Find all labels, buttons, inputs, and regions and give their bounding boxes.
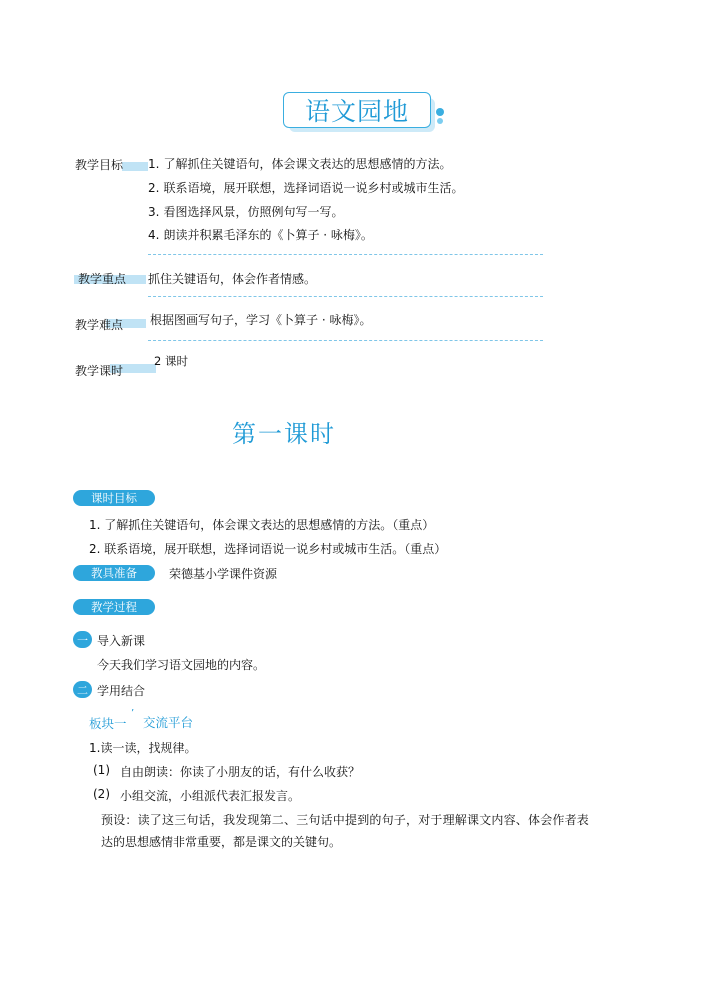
preset-text-line: 预设：读了这三句话，我发现第二、三句话中提到的句子，对于理解课文内容、体会作者表 bbox=[101, 813, 590, 827]
sub-item-text: 小组交流，小组派代表汇报发言。 bbox=[120, 789, 301, 803]
sub-item-number: (2) bbox=[93, 787, 110, 801]
block-separator-icon: ’ bbox=[131, 708, 135, 719]
goal-text: 看图选择风景，仿照例句写一写。 bbox=[163, 205, 344, 219]
goal-item bbox=[148, 226, 373, 243]
decor-dot-icon bbox=[436, 108, 444, 116]
preset-text-line: 达的思想感情非常重要，都是课文的关键句。 bbox=[101, 835, 342, 849]
section-title: 第一课时 bbox=[232, 420, 336, 448]
step-number-badge: 一 bbox=[73, 631, 92, 648]
exercise-item: 1.读一读，找规律。 bbox=[89, 741, 197, 755]
label-highlight bbox=[122, 162, 148, 171]
divider bbox=[148, 296, 543, 297]
process-pill: 教学过程 bbox=[73, 599, 155, 615]
key-text: 抓住关键语句，体会作者情感。 bbox=[148, 272, 317, 286]
goal-item bbox=[148, 179, 463, 196]
lesson-goal-item: 1. 了解抓住关键语句，体会课文表达的思想感情的方法。（重点） bbox=[89, 518, 435, 532]
goal-item bbox=[148, 155, 451, 172]
hours-text: 2 课时 bbox=[154, 354, 188, 368]
divider bbox=[148, 340, 543, 341]
step-title: 学用结合 bbox=[97, 684, 146, 698]
difficult-label: 教学难点 bbox=[75, 318, 124, 332]
lesson-goal-item: 2. 联系语境，展开联想，选择词语说一说乡村或城市生活。（重点） bbox=[89, 542, 447, 556]
goal-text: 了解抓住关键语句，体会课文表达的思想感情的方法。 bbox=[163, 157, 452, 171]
block-title: 交流平台 bbox=[143, 715, 194, 730]
goal-number: 3. bbox=[148, 205, 160, 219]
goal-number: 1. bbox=[148, 157, 160, 171]
step-text: 今天我们学习语文园地的内容。 bbox=[97, 658, 266, 672]
divider bbox=[148, 254, 543, 255]
page-title: 语文园地 bbox=[283, 92, 431, 128]
key-label: 教学重点 bbox=[78, 272, 127, 286]
sub-item-text: 自由朗读：你读了小朋友的话，有什么收获？ bbox=[120, 765, 361, 779]
goal-text: 朗读并积累毛泽东的《卜算子 · 咏梅》。 bbox=[163, 228, 373, 242]
goal-number: 2. bbox=[148, 181, 160, 195]
tools-pill: 教具准备 bbox=[73, 565, 155, 581]
step-number-badge: 二 bbox=[73, 681, 92, 698]
lesson-goals-pill: 课时目标 bbox=[73, 490, 155, 506]
goal-item bbox=[148, 203, 343, 220]
goal-number: 4. bbox=[148, 228, 160, 242]
step-title: 导入新课 bbox=[97, 634, 146, 648]
difficult-text: 根据图画写句子，学习《卜算子 · 咏梅》。 bbox=[150, 313, 372, 327]
hours-label: 教学课时 bbox=[75, 364, 124, 378]
block-label: 板块一 bbox=[89, 716, 127, 731]
sub-item-number: (1) bbox=[93, 763, 110, 777]
tools-text: 荣德基小学课件资源 bbox=[169, 567, 278, 581]
goals-label: 教学目标 bbox=[75, 158, 124, 172]
decor-dot-icon bbox=[437, 118, 443, 124]
goal-text: 联系语境，展开联想，选择词语说一说乡村或城市生活。 bbox=[163, 181, 464, 195]
